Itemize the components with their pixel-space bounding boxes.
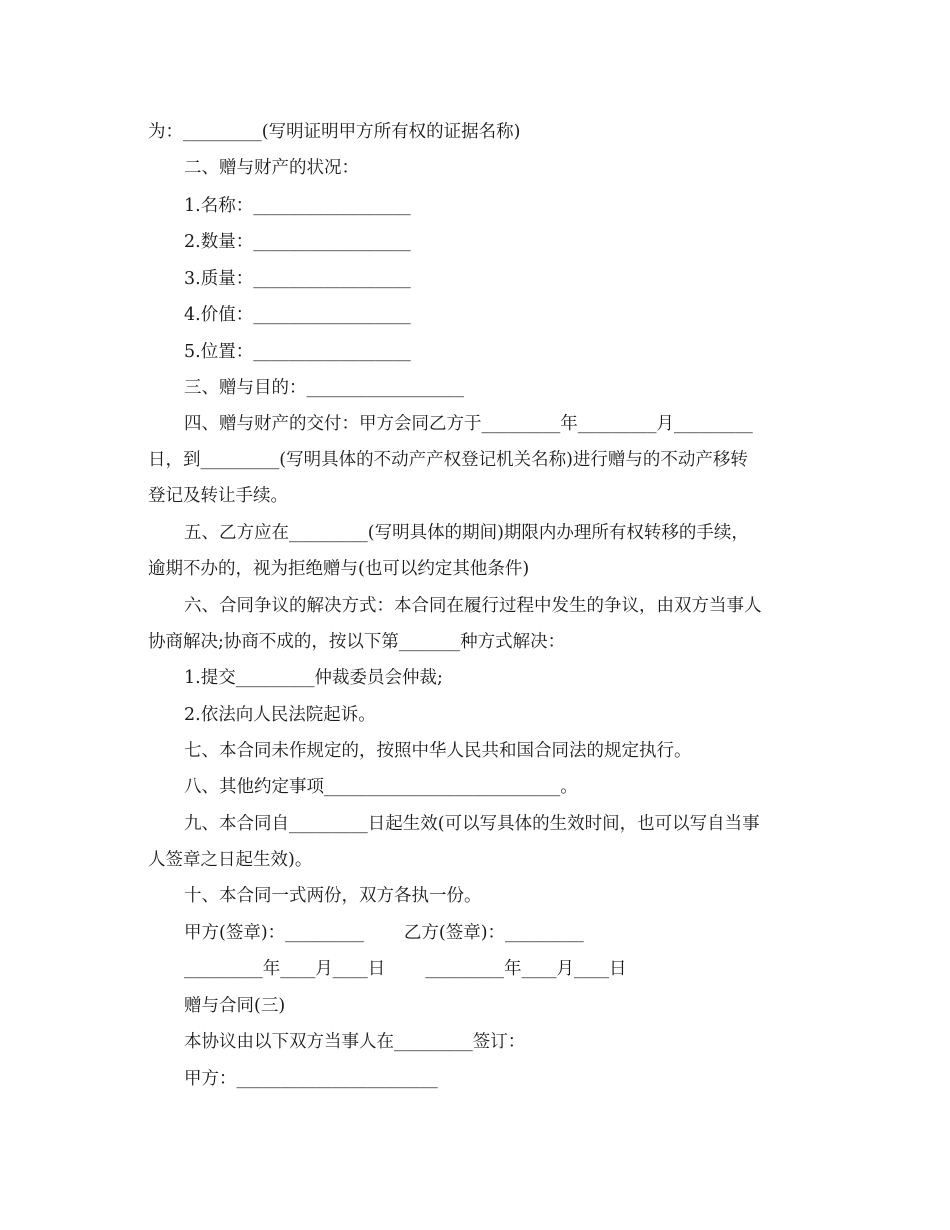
section-9-effective-cont: 人签章之日起生效)。 <box>148 850 313 870</box>
section-7-law: 七、本合同未作规定的，按照中华人民共和国合同法的规定执行。 <box>184 741 692 761</box>
party-a-signature: 甲方(签章)：_________ <box>184 923 364 943</box>
section-9-effective: 九、本合同自_________日起生效(可以写具体的生效时间，也可以写自当事 <box>184 814 760 834</box>
property-value-field: 4.价值：__________________ <box>184 305 411 325</box>
party-a-date: _________年____月____日 <box>184 959 386 979</box>
next-contract-intro: 本协议由以下双方当事人在_________签订： <box>184 1032 526 1052</box>
section-5-transfer-cont: 逾期不办的，视为拒绝赠与(也可以约定其他条件) <box>148 559 530 579</box>
section-8-other: 八、其他约定事项___________________________。 <box>184 777 578 797</box>
section-6-dispute: 六、合同争议的解决方式：本合同在履行过程中发生的争议，由双方当事人 <box>184 596 762 616</box>
next-contract-title: 赠与合同(三) <box>184 996 286 1016</box>
ownership-proof-line: 为：_________(写明证明甲方所有权的证据名称) <box>148 122 521 142</box>
dispute-option-court: 2.依法向人民法院起诉。 <box>184 705 376 725</box>
section-2-heading: 二、赠与财产的状况： <box>184 158 359 178</box>
section-10-copies: 十、本合同一式两份，双方各执一份。 <box>184 886 482 906</box>
next-contract-party-a: 甲方：_______________________ <box>184 1069 438 1089</box>
property-name-field: 1.名称：__________________ <box>184 196 411 216</box>
dispute-option-arbitration: 1.提交_________仲裁委员会仲裁; <box>184 668 443 688</box>
section-3-purpose: 三、赠与目的：__________________ <box>184 378 464 398</box>
section-4-delivery-cont-1: 日，到_________(写明具体的不动产产权登记机关名称)进行赠与的不动产移转 <box>148 450 748 470</box>
property-quantity-field: 2.数量：__________________ <box>184 232 411 252</box>
section-6-dispute-cont: 协商解决;协商不成的，按以下第_______种方式解决： <box>148 632 566 652</box>
property-location-field: 5.位置：__________________ <box>184 342 411 362</box>
signature-row <box>184 921 950 945</box>
section-4-delivery-cont-2: 登记及转让手续。 <box>148 486 288 506</box>
property-quality-field: 3.质量：__________________ <box>184 269 411 289</box>
section-4-delivery: 四、赠与财产的交付：甲方会同乙方于_________年_________月_________ <box>184 414 753 434</box>
party-b-date: _________年____月____日 <box>425 959 627 979</box>
section-5-transfer: 五、乙方应在_________(写明具体的期间)期限内办理所有权转移的手续， <box>184 523 749 543</box>
signature-date-row <box>184 957 950 981</box>
party-b-signature: 乙方(签章)：_________ <box>403 923 584 943</box>
